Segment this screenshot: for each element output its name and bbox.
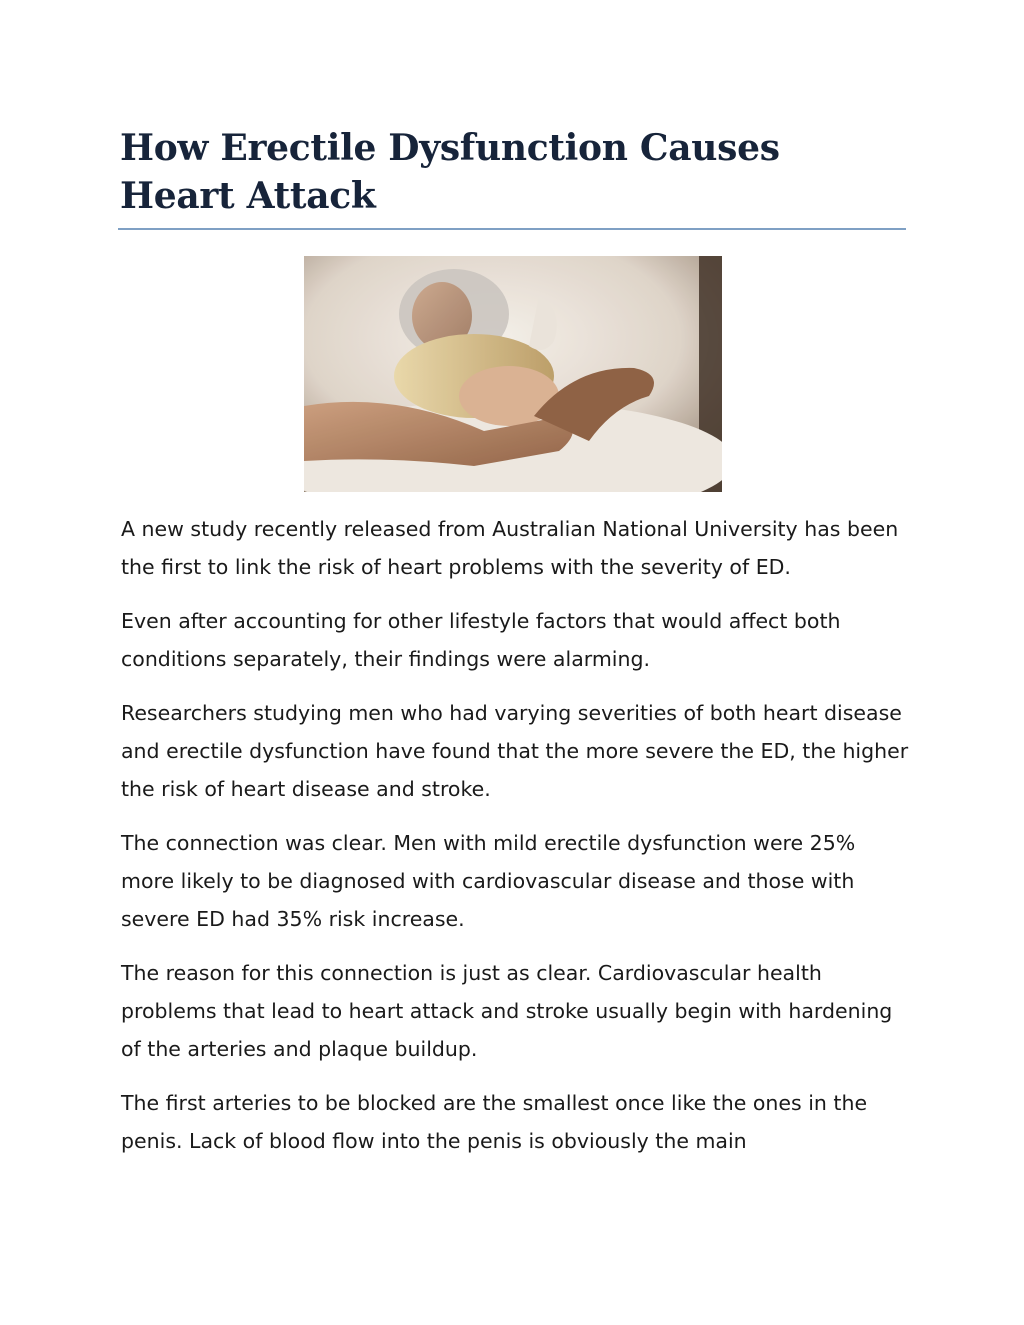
photo-icon <box>304 256 722 492</box>
title-divider <box>118 228 906 230</box>
paragraph-1: A new study recently released from Australian National University has been the first to link the risk of heart problems with the severity of ED. <box>121 517 899 579</box>
paragraph-4: The connection was clear. Men with mild erectile dysfunction were 25% more likely to be diagnosed with cardiovascular disease and those with severe ED had 35% risk increase. <box>121 831 856 931</box>
article-body <box>121 510 911 1176</box>
paragraph-6: The first arteries to be blocked are the smallest once like the ones in the penis. Lack of blood flow into the penis is obviously the main <box>121 1091 868 1153</box>
article-photo <box>304 256 722 492</box>
paragraph-2: Even after accounting for other lifestyle factors that would affect both conditions separately, their findings were alarming. <box>121 609 841 671</box>
page-title: How Erectile Dysfunction Causes Heart Attack <box>120 127 780 217</box>
paragraph-3: Researchers studying men who had varying severities of both heart disease and erectile dysfunction have found that the more severe the ED, the higher the risk of heart disease and stroke. <box>121 701 909 801</box>
paragraph-5: The reason for this connection is just as clear. Cardiovascular health problems that lead to heart attack and stroke usually begin with hardening of the arteries and plaque buildup. <box>121 961 893 1061</box>
